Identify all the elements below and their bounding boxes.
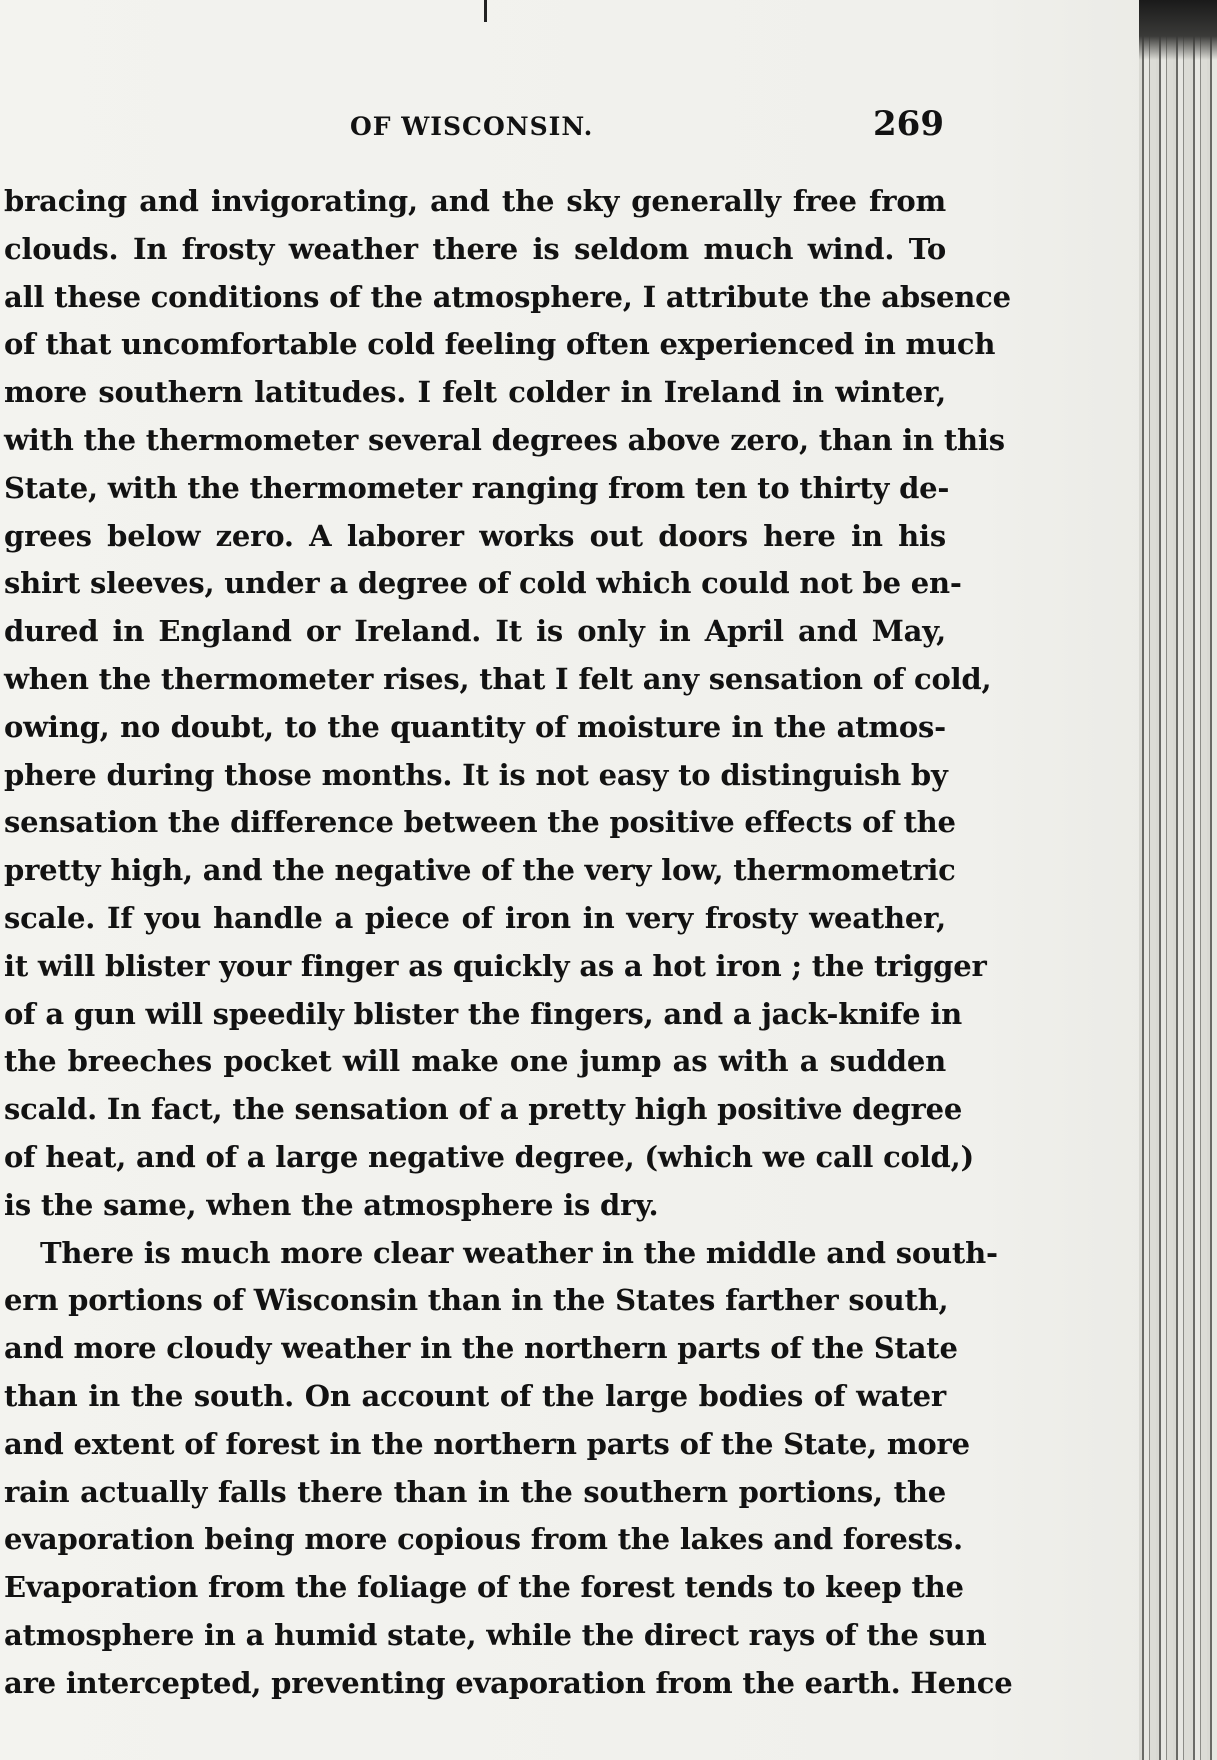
body-text bbox=[4, 178, 1013, 1708]
text-line: ern portions of Wisconsin than in the States farther south, bbox=[4, 1283, 949, 1318]
text-line: There is much more clear weather in the middle and south- bbox=[40, 1235, 998, 1270]
text-line: rain actually falls there than in the southern portions, the bbox=[4, 1474, 946, 1509]
text-line: sensation the difference between the positive effects of the bbox=[4, 805, 956, 840]
text-line: atmosphere in a humid state, while the direct rays of the sun bbox=[4, 1617, 987, 1652]
text-line: bracing and invigorating, and the sky generally free from bbox=[4, 184, 946, 218]
text-line: evaporation being more copious from the lakes and forests. bbox=[4, 1522, 963, 1557]
book-binding-edge bbox=[1139, 0, 1217, 1760]
text-line: than in the south. On account of the large bodies of water bbox=[4, 1378, 946, 1413]
text-line: State, with the thermometer ranging from ten to thirty de- bbox=[4, 470, 950, 505]
text-line: and extent of forest in the northern parts of the State, more bbox=[4, 1426, 970, 1461]
text-line: more southern latitudes. I felt colder in Ireland in winter, bbox=[4, 375, 946, 410]
book-binding-shadow bbox=[1139, 0, 1217, 60]
running-title: OF WISCONSIN. bbox=[350, 112, 594, 141]
text-line: owing, no doubt, to the quantity of moisture in the atmos- bbox=[4, 709, 946, 744]
text-line: the breeches pocket will make one jump as with a sudden bbox=[4, 1044, 946, 1079]
text-line: grees below zero. A laborer works out doors here in his bbox=[4, 518, 946, 553]
text-line: clouds. In frosty weather there is seldom much wind. To bbox=[4, 231, 946, 266]
text-line: Evaporation from the foliage of the forest tends to keep the bbox=[4, 1570, 964, 1605]
page-number: 269 bbox=[873, 104, 944, 144]
text-line: is the same, when the atmosphere is dry. bbox=[4, 1187, 659, 1222]
page-edge-mark bbox=[484, 0, 487, 22]
page-header bbox=[0, 104, 960, 148]
text-line: it will blister your finger as quickly as a hot iron ; the trigger bbox=[4, 948, 987, 983]
text-line: are intercepted, preventing evaporation from the earth. Hence bbox=[4, 1665, 1013, 1700]
text-line: scale. If you handle a piece of iron in very frosty weather, bbox=[4, 900, 946, 935]
text-line: of that uncomfortable cold feeling often experienced in much bbox=[4, 327, 996, 362]
text-line: all these conditions of the atmosphere, I attribute the absence bbox=[4, 279, 1011, 314]
text-line: phere during those months. It is not easy to distinguish by bbox=[4, 757, 948, 792]
text-line: with the thermometer several degrees above zero, than in this bbox=[4, 422, 1005, 457]
text-line: dured in England or Ireland. It is only in April and May, bbox=[4, 614, 946, 649]
text-line: and more cloudy weather in the northern parts of the State bbox=[4, 1331, 958, 1366]
text-line: of a gun will speedily blister the fingers, and a jack-knife in bbox=[4, 996, 962, 1031]
text-line: of heat, and of a large negative degree, (which we call cold,) bbox=[4, 1139, 975, 1174]
text-line: scald. In fact, the sensation of a pretty high positive degree bbox=[4, 1092, 963, 1127]
text-line: pretty high, and the negative of the very low, thermometric bbox=[4, 853, 956, 888]
text-line: shirt sleeves, under a degree of cold which could not be en- bbox=[4, 566, 962, 601]
text-line: when the thermometer rises, that I felt any sensation of cold, bbox=[4, 661, 992, 696]
